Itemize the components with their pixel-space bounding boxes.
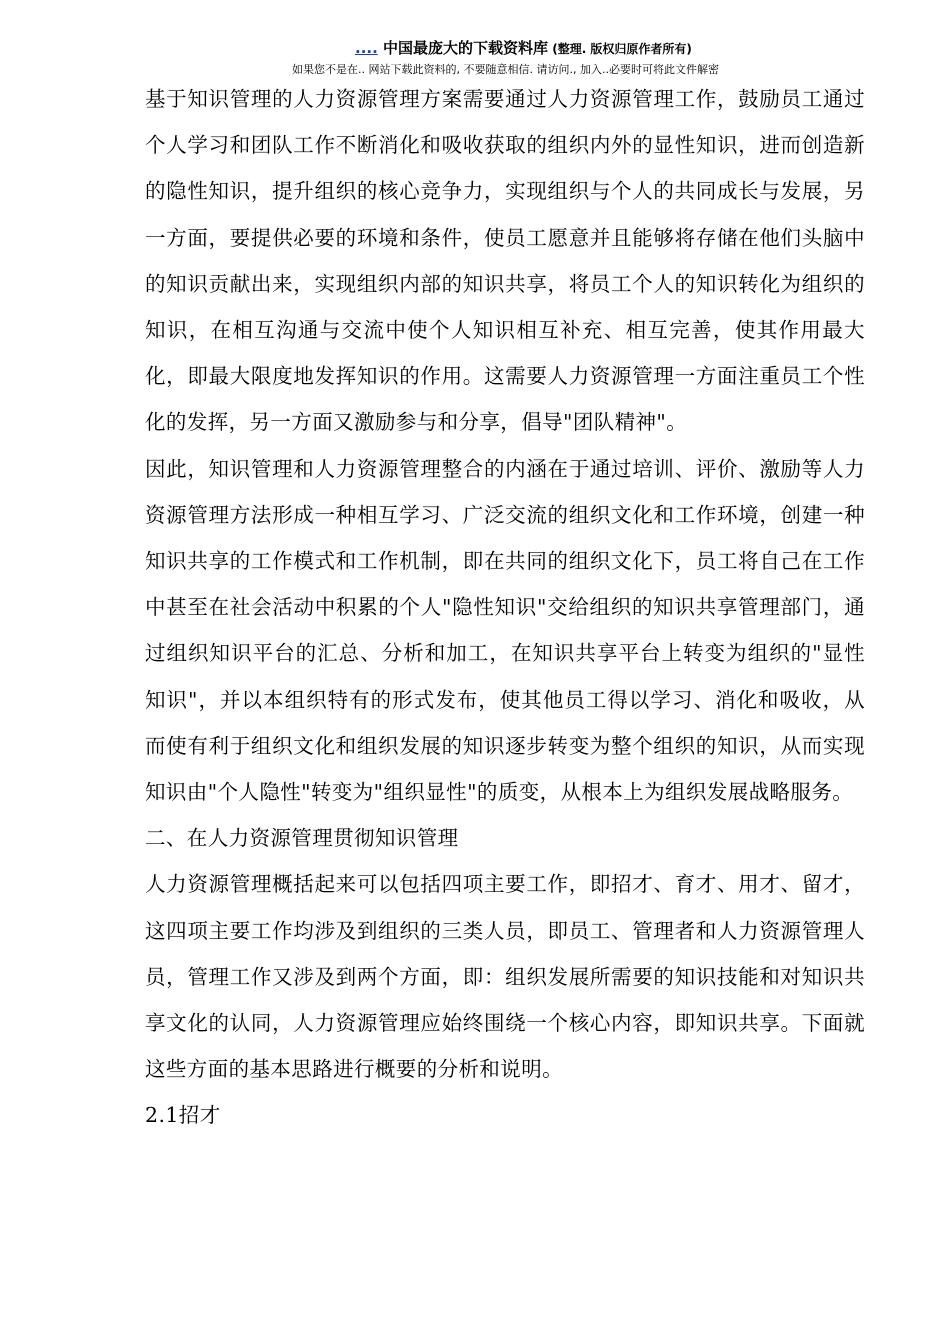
header-notice: 如果您不是在.. 网站下载此资料的, 不要随意相信. 请访问., 加入..必要时可将此文件解密 — [292, 63, 719, 76]
header-link[interactable]: .... — [355, 39, 378, 57]
subsection-heading: 2.1招才 — [145, 1103, 221, 1128]
header-title-note: (整理. 版权归原作者所有) — [548, 42, 692, 56]
body-paragraph-3: 人力资源管理概括起来可以包括四项主要工作，即招才、育才、用才、留才，这四项主要工作均涉及到组织的三类人员，即员工、管理者和人力资源管理人员，管理工作又涉及到两个方面，即：组织发展所需要的知识技能和对知识共享文化的认同，人力资源管理应始终围绕一个核心内容，即知识共享。下面就这些方面的基本思路进行概要的分析和说明。 — [145, 872, 865, 1082]
body-paragraph-2: 因此，知识管理和人力资源管理整合的内涵在于通过培训、评价、激励等人力资源管理方法形成一种相互学习、广泛交流的组织文化和工作环境，创建一种知识共享的工作模式和工作机制，即在共同的组织文化下，员工将自己在工作中甚至在社会活动中积累的个人"隐性知识"交给组织的知识共享管理部门，通过组织知识平台的汇总、分析和加工，在知识共享平台上转变为组织的"显性知识"，并以本组织特有的形式发布，使其他员工得以学习、消化和吸收，从而使有利于组织文化和组织发展的知识逐步转变为整个组织的知识，从而实现知识由"个人隐性"转变为"组织显性"的质变，从根本上为组织发展战略服务。 — [145, 456, 865, 805]
body-paragraph-1: 基于知识管理的人力资源管理方案需要通过人力资源管理工作，鼓励员工通过个人学习和团队工作不断消化和吸收获取的组织内外的显性知识，进而创造新的隐性知识，提升组织的核心竞争力，实现组织与个人的共同成长与发展，另一方面，要提供必要的环境和条件，使员工愿意并且能够将存储在他们头脑中的知识贡献出来，实现组织内部的知识共享，将员工个人的知识转化为组织的知识，在相互沟通与交流中使个人知识相互补充、相互完善，使其作用最大化，即最大限度地发挥知识的作用。这需要人力资源管理一方面注重员工个性化的发挥，另一方面又激励参与和分享，倡导"团队精神"。 — [145, 87, 865, 435]
section-heading: 二、在人力资源管理贯彻知识管理 — [145, 826, 459, 851]
document-body — [145, 76, 865, 1139]
header-title: 中国最庞大的下载资料库 — [377, 39, 549, 57]
header-title-line — [355, 38, 692, 59]
